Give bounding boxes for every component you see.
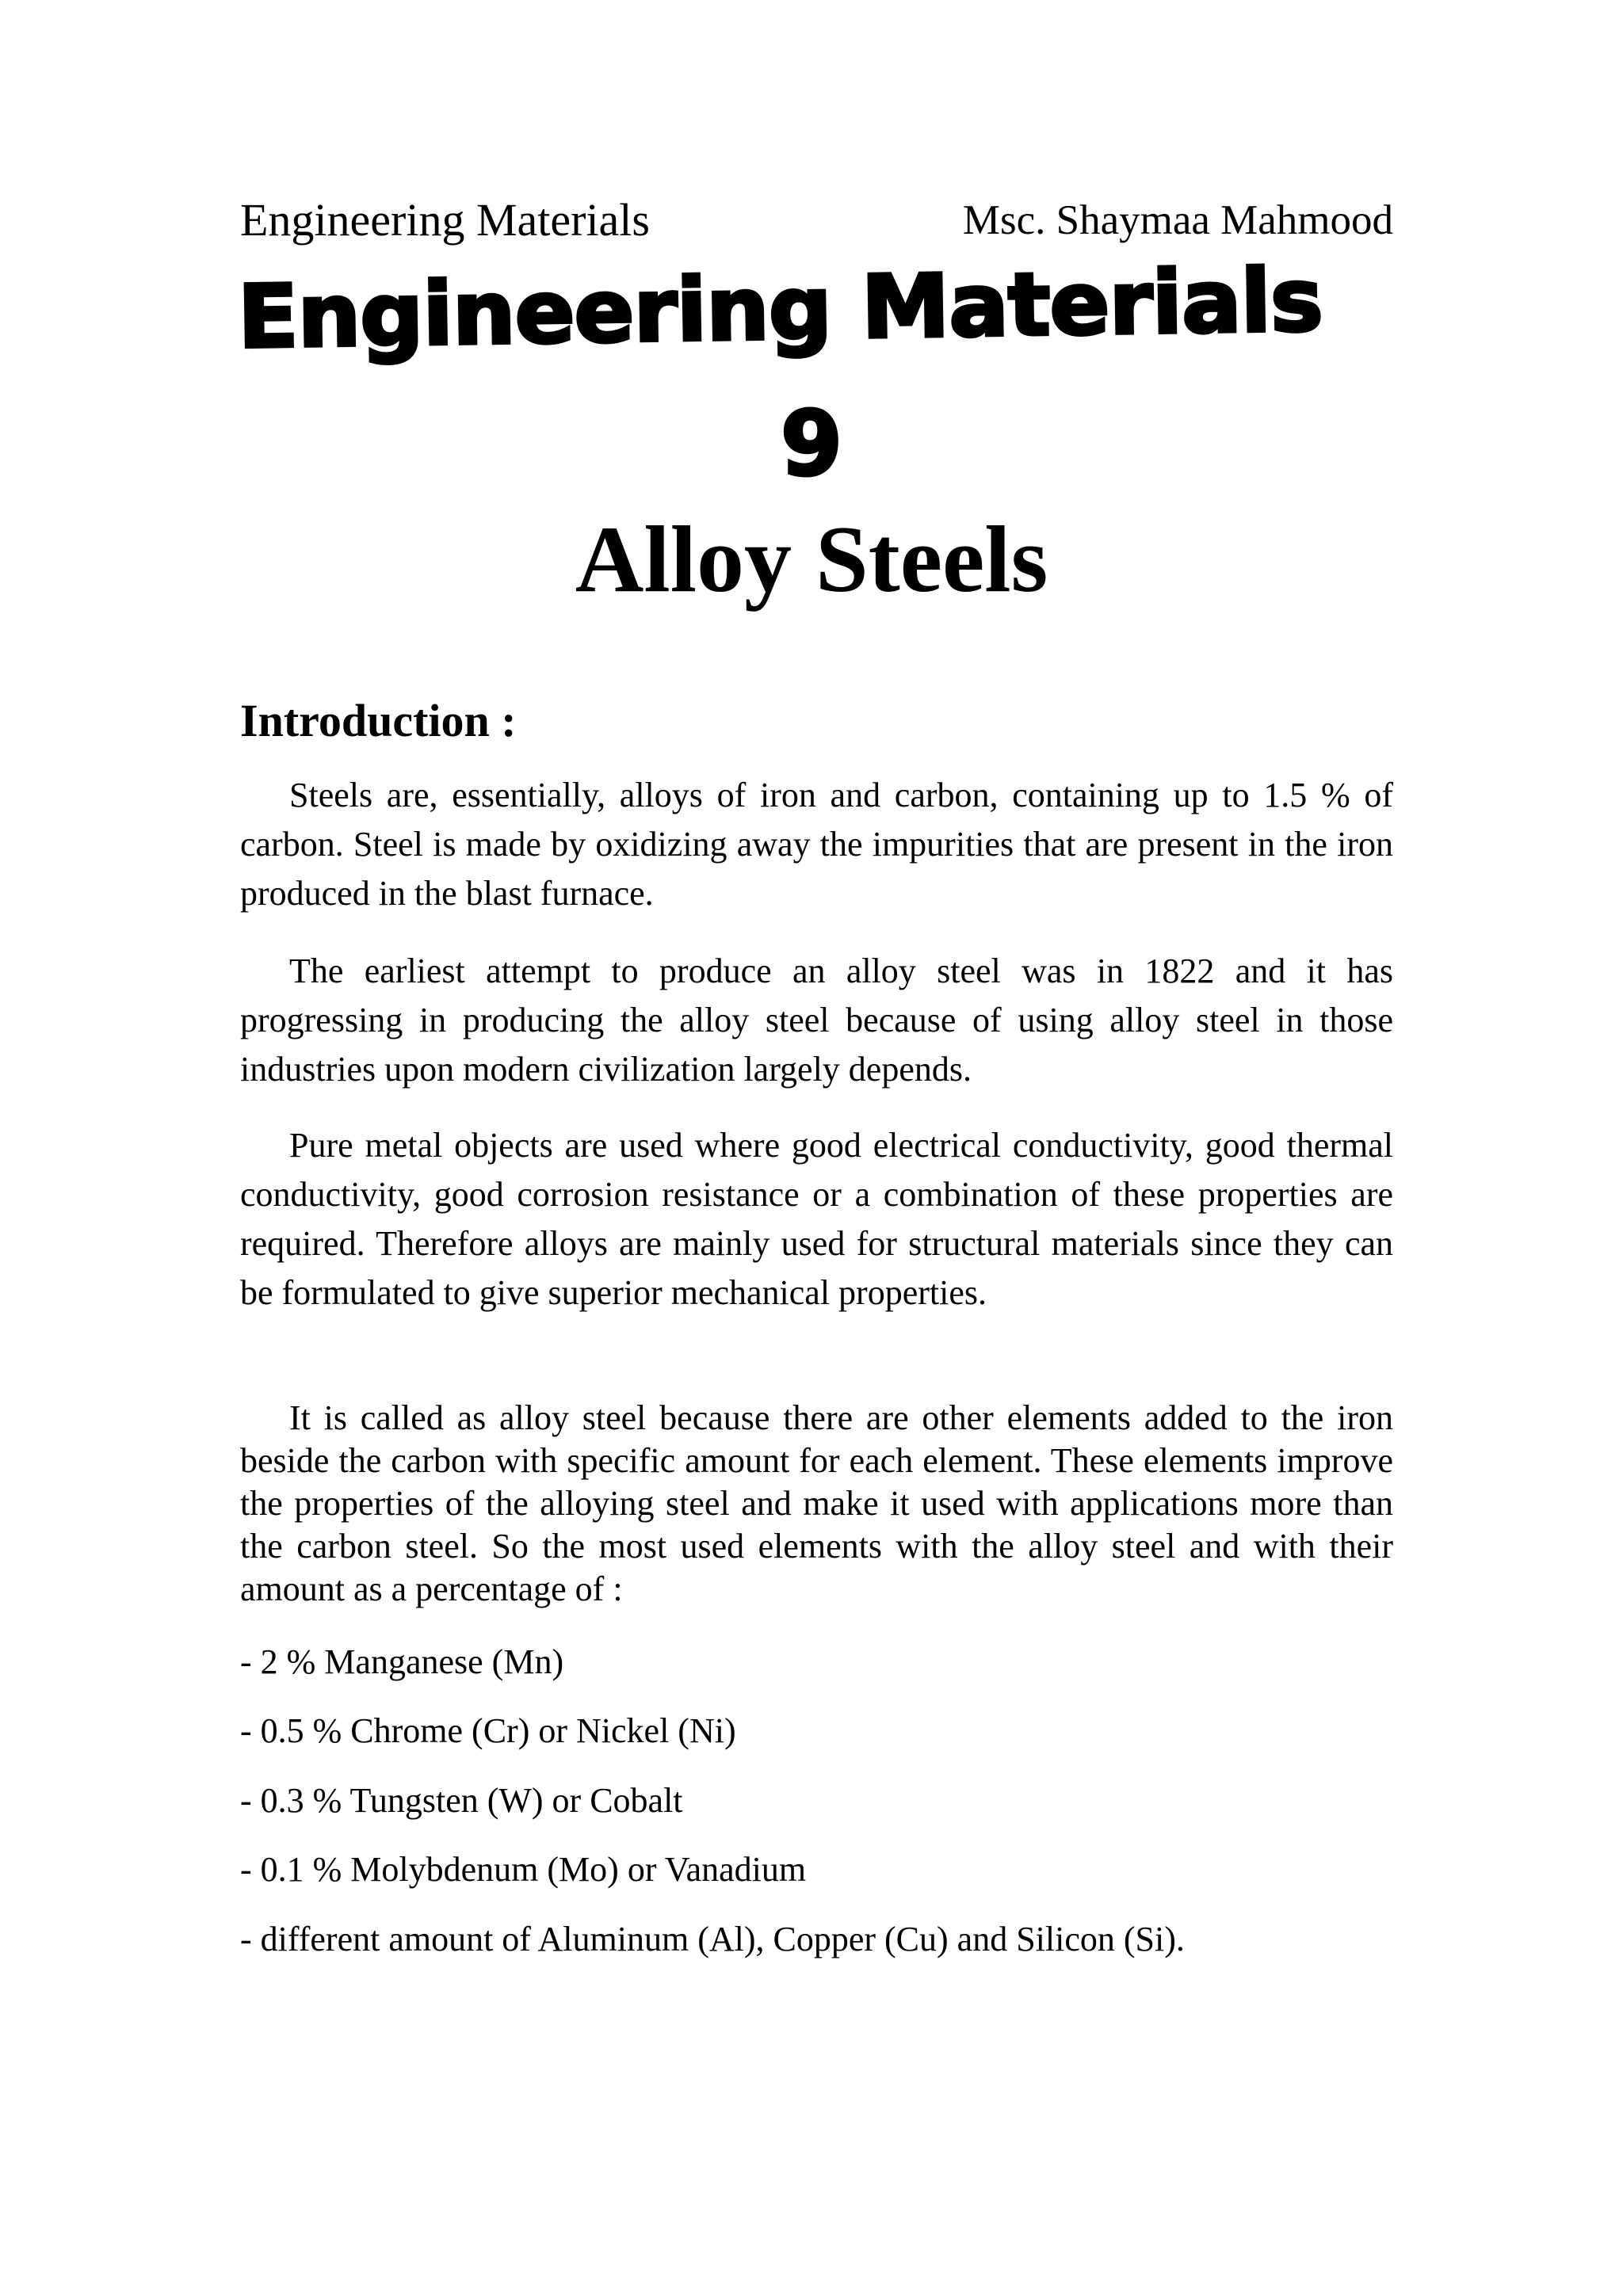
list-item-chrome-nickel: - 0.5 % Chrome (Cr) or Nickel (Ni): [240, 1711, 736, 1750]
chapter-title: Alloy Steels: [575, 506, 1048, 612]
wordart-title-text: Engineering Materials: [236, 250, 1323, 368]
wordart-title: [236, 250, 1323, 376]
list-item-tungsten-cobalt: - 0.3 % Tungsten (W) or Cobalt: [240, 1781, 683, 1820]
paragraph-2: The earliest attempt to produce an alloy steel was in 1822 and it has progressing in producing the alloy steel because of using alloy steel in those industries upon modern civilization largely depends.: [240, 952, 1393, 1089]
header-course: Engineering Materials: [240, 194, 650, 246]
paragraph-4: It is called as alloy steel because there are other elements added to the iron beside the carbon with specific amount for each element. These elements improve the properties of the alloying steel and make it used with applications more than the carbon steel. So the most used elements with the alloy steel and with their amount as a percentage of :: [240, 1398, 1393, 1608]
header-author: Msc. Shaymaa Mahmood: [962, 197, 1393, 243]
lecture-number: 9: [781, 393, 842, 496]
paragraph-3: Pure metal objects are used where good electrical conductivity, good thermal conductivity, good corrosion resistance or a combination of these properties are required. Therefore alloys are mainly used for structural materials since they can be formulated to give superior mechanical properties.: [240, 1126, 1393, 1312]
list-item-aluminum-copper-silicon: - different amount of Aluminum (Al), Copper (Cu) and Silicon (Si).: [240, 1920, 1185, 1958]
list-item-molybdenum-vanadium: - 0.1 % Molybdenum (Mo) or Vanadium: [240, 1850, 807, 1889]
list-item-manganese: - 2 % Manganese (Mn): [240, 1642, 564, 1681]
paragraph-1: Steels are, essentially, alloys of iron and carbon, containing up to 1.5 % of carbon. Steel is made by oxidizing away the impurities that are present in the iron produced in the blast furnace.: [240, 776, 1393, 913]
section-heading-introduction: Introduction :: [240, 695, 517, 746]
